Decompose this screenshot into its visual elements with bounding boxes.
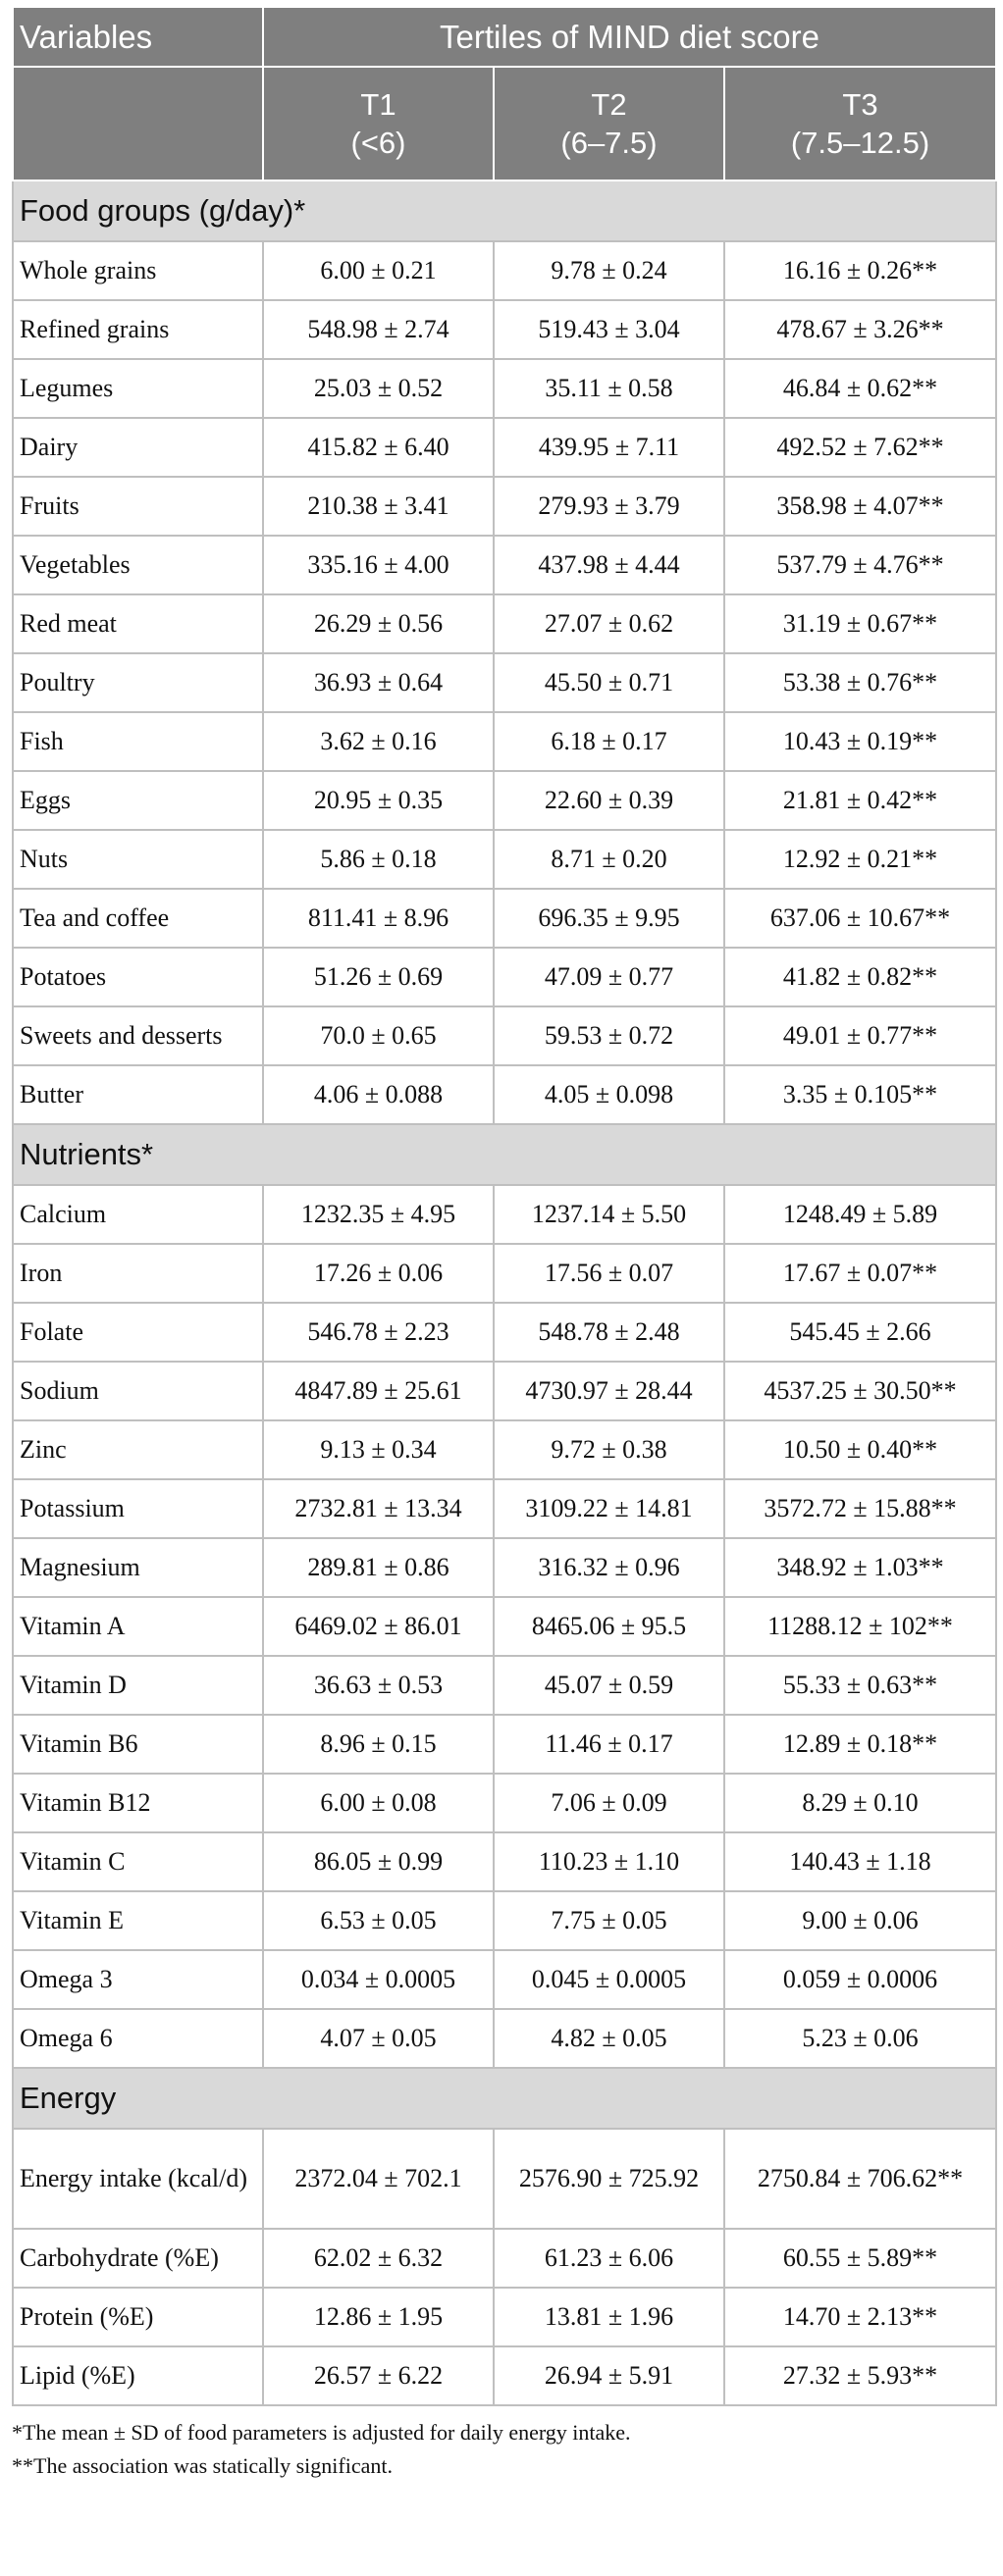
table-row [13, 830, 996, 889]
table-row [13, 2229, 996, 2288]
table-row [13, 1303, 996, 1362]
tertile-t1-header: T1 (<6) [263, 67, 494, 180]
t2-value: 47.09 ± 0.77 [494, 948, 724, 1006]
section-title: Nutrients* [13, 1124, 996, 1185]
table-row [13, 1950, 996, 2009]
t2-value: 8465.06 ± 95.5 [494, 1597, 724, 1656]
t1-value: 8.96 ± 0.15 [263, 1715, 494, 1774]
t3-value: 348.92 ± 1.03** [724, 1538, 996, 1597]
table-container [12, 6, 1003, 2483]
table-row [13, 2288, 996, 2346]
row-label: Legumes [13, 359, 263, 418]
t3-value: 3572.72 ± 15.88** [724, 1479, 996, 1538]
t3-value: 10.50 ± 0.40** [724, 1420, 996, 1479]
t3-value: 478.67 ± 3.26** [724, 300, 996, 359]
row-label: Potassium [13, 1479, 263, 1538]
t1-value: 4.06 ± 0.088 [263, 1065, 494, 1124]
row-label: Potatoes [13, 948, 263, 1006]
section-header-food [13, 180, 996, 241]
t1-value: 811.41 ± 8.96 [263, 889, 494, 948]
table-row [13, 771, 996, 830]
t1-value: 335.16 ± 4.00 [263, 536, 494, 594]
t1-value: 1232.35 ± 4.95 [263, 1185, 494, 1244]
t1-value: 70.0 ± 0.65 [263, 1006, 494, 1065]
t2-value: 4730.97 ± 28.44 [494, 1362, 724, 1420]
row-label: Refined grains [13, 300, 263, 359]
table-row [13, 1244, 996, 1303]
t1-value: 26.57 ± 6.22 [263, 2346, 494, 2405]
t1-value: 17.26 ± 0.06 [263, 1244, 494, 1303]
t1-value: 546.78 ± 2.23 [263, 1303, 494, 1362]
t3-value: 1248.49 ± 5.89 [724, 1185, 996, 1244]
t3-value: 60.55 ± 5.89** [724, 2229, 996, 2288]
t2-value: 61.23 ± 6.06 [494, 2229, 724, 2288]
t3-value: 14.70 ± 2.13** [724, 2288, 996, 2346]
section-header-energy [13, 2068, 996, 2129]
t2-value: 316.32 ± 0.96 [494, 1538, 724, 1597]
t3-value: 0.059 ± 0.0006 [724, 1950, 996, 2009]
t3-value: 4537.25 ± 30.50** [724, 1362, 996, 1420]
t1-value: 2372.04 ± 702.1 [263, 2129, 494, 2229]
row-label: Carbohydrate (%E) [13, 2229, 263, 2288]
t2-value: 548.78 ± 2.48 [494, 1303, 724, 1362]
t1-value: 26.29 ± 0.56 [263, 594, 494, 653]
tertile-t3-header: T3 (7.5–12.5) [724, 67, 996, 180]
row-label: Whole grains [13, 241, 263, 300]
t1-value: 5.86 ± 0.18 [263, 830, 494, 889]
t2-value: 27.07 ± 0.62 [494, 594, 724, 653]
t2-value: 6.18 ± 0.17 [494, 712, 724, 771]
t2-value: 9.72 ± 0.38 [494, 1420, 724, 1479]
t1-value: 4.07 ± 0.05 [263, 2009, 494, 2068]
table-row [13, 1656, 996, 1715]
row-label: Lipid (%E) [13, 2346, 263, 2405]
t3-value: 21.81 ± 0.42** [724, 771, 996, 830]
t1-value: 2732.81 ± 13.34 [263, 1479, 494, 1538]
row-label: Omega 6 [13, 2009, 263, 2068]
table-row [13, 536, 996, 594]
t1-value: 51.26 ± 0.69 [263, 948, 494, 1006]
t3-value: 358.98 ± 4.07** [724, 477, 996, 536]
t1-value: 289.81 ± 0.86 [263, 1538, 494, 1597]
t1-value: 3.62 ± 0.16 [263, 712, 494, 771]
t1-value: 548.98 ± 2.74 [263, 300, 494, 359]
t1-value: 4847.89 ± 25.61 [263, 1362, 494, 1420]
t2-value: 696.35 ± 9.95 [494, 889, 724, 948]
t1-value: 6.00 ± 0.08 [263, 1774, 494, 1832]
table-row [13, 1891, 996, 1950]
table-row [13, 889, 996, 948]
t3-value: 16.16 ± 0.26** [724, 241, 996, 300]
t3-value: 5.23 ± 0.06 [724, 2009, 996, 2068]
table-row [13, 1479, 996, 1538]
t3-value: 49.01 ± 0.77** [724, 1006, 996, 1065]
t1-value: 25.03 ± 0.52 [263, 359, 494, 418]
table-header [13, 7, 996, 180]
t2-value: 4.05 ± 0.098 [494, 1065, 724, 1124]
table-row [13, 2009, 996, 2068]
t3-value: 31.19 ± 0.67** [724, 594, 996, 653]
row-label: Sweets and desserts [13, 1006, 263, 1065]
t1-value: 0.034 ± 0.0005 [263, 1950, 494, 2009]
t1-value: 20.95 ± 0.35 [263, 771, 494, 830]
t2-value: 3109.22 ± 14.81 [494, 1479, 724, 1538]
t1-value: 415.82 ± 6.40 [263, 418, 494, 477]
table-row [13, 948, 996, 1006]
t2-value: 45.50 ± 0.71 [494, 653, 724, 712]
t1-value: 210.38 ± 3.41 [263, 477, 494, 536]
t3-value: 140.43 ± 1.18 [724, 1832, 996, 1891]
t2-value: 8.71 ± 0.20 [494, 830, 724, 889]
t3-value: 12.92 ± 0.21** [724, 830, 996, 889]
row-label: Zinc [13, 1420, 263, 1479]
t2-value: 26.94 ± 5.91 [494, 2346, 724, 2405]
t3-value: 492.52 ± 7.62** [724, 418, 996, 477]
row-label: Omega 3 [13, 1950, 263, 2009]
table-row [13, 1065, 996, 1124]
t3-value: 8.29 ± 0.10 [724, 1774, 996, 1832]
t2-value: 279.93 ± 3.79 [494, 477, 724, 536]
row-label: Vitamin B12 [13, 1774, 263, 1832]
section-title: Food groups (g/day)* [13, 180, 996, 241]
t2-value: 13.81 ± 1.96 [494, 2288, 724, 2346]
row-label: Tea and coffee [13, 889, 263, 948]
t1-value: 6469.02 ± 86.01 [263, 1597, 494, 1656]
t2-value: 439.95 ± 7.11 [494, 418, 724, 477]
t3-value: 11288.12 ± 102** [724, 1597, 996, 1656]
t3-value: 9.00 ± 0.06 [724, 1891, 996, 1950]
t1-value: 9.13 ± 0.34 [263, 1420, 494, 1479]
table-row [13, 1185, 996, 1244]
t1-value: 36.93 ± 0.64 [263, 653, 494, 712]
t3-value: 46.84 ± 0.62** [724, 359, 996, 418]
section-header-nutrients [13, 1124, 996, 1185]
t3-value: 12.89 ± 0.18** [724, 1715, 996, 1774]
t2-value: 22.60 ± 0.39 [494, 771, 724, 830]
table-row [13, 418, 996, 477]
row-label: Fish [13, 712, 263, 771]
table-row [13, 594, 996, 653]
t3-value: 41.82 ± 0.82** [724, 948, 996, 1006]
row-label: Vitamin E [13, 1891, 263, 1950]
row-label: Vitamin B6 [13, 1715, 263, 1774]
t1-value: 6.53 ± 0.05 [263, 1891, 494, 1950]
t3-value: 27.32 ± 5.93** [724, 2346, 996, 2405]
table-row [13, 1006, 996, 1065]
t3-value: 55.33 ± 0.63** [724, 1656, 996, 1715]
t2-value: 1237.14 ± 5.50 [494, 1185, 724, 1244]
t2-value: 110.23 ± 1.10 [494, 1832, 724, 1891]
row-label: Butter [13, 1065, 263, 1124]
table-row [13, 477, 996, 536]
t2-value: 9.78 ± 0.24 [494, 241, 724, 300]
table-row [13, 1362, 996, 1420]
table-row [13, 359, 996, 418]
footnote-adjusted: *The mean ± SD of food parameters is adjusted for daily energy intake. [12, 2420, 631, 2445]
t1-value: 6.00 ± 0.21 [263, 241, 494, 300]
t2-value: 519.43 ± 3.04 [494, 300, 724, 359]
footnotes [12, 2416, 1003, 2483]
t3-value: 53.38 ± 0.76** [724, 653, 996, 712]
t2-value: 35.11 ± 0.58 [494, 359, 724, 418]
table-row [13, 1420, 996, 1479]
row-label: Red meat [13, 594, 263, 653]
row-label: Eggs [13, 771, 263, 830]
row-label: Protein (%E) [13, 2288, 263, 2346]
row-label: Energy intake (kcal/d) [13, 2129, 263, 2229]
row-label: Nuts [13, 830, 263, 889]
t3-value: 2750.84 ± 706.62** [724, 2129, 996, 2229]
row-label: Fruits [13, 477, 263, 536]
footnote-significance: **The association was statically significant. [12, 2453, 393, 2478]
row-label: Iron [13, 1244, 263, 1303]
mind-diet-table [12, 6, 997, 2406]
t2-value: 437.98 ± 4.44 [494, 536, 724, 594]
t2-value: 7.75 ± 0.05 [494, 1891, 724, 1950]
row-label: Sodium [13, 1362, 263, 1420]
t2-value: 17.56 ± 0.07 [494, 1244, 724, 1303]
variables-header-blank [13, 67, 263, 180]
row-label: Vegetables [13, 536, 263, 594]
table-row [13, 241, 996, 300]
table-row [13, 1715, 996, 1774]
t3-value: 545.45 ± 2.66 [724, 1303, 996, 1362]
t2-value: 0.045 ± 0.0005 [494, 1950, 724, 2009]
table-row [13, 1774, 996, 1832]
table-row [13, 1597, 996, 1656]
table-body [13, 180, 996, 2405]
row-label: Folate [13, 1303, 263, 1362]
table-row [13, 712, 996, 771]
t2-value: 45.07 ± 0.59 [494, 1656, 724, 1715]
table-row [13, 653, 996, 712]
row-label: Vitamin D [13, 1656, 263, 1715]
t2-value: 2576.90 ± 725.92 [494, 2129, 724, 2229]
row-label: Vitamin A [13, 1597, 263, 1656]
t3-value: 637.06 ± 10.67** [724, 889, 996, 948]
t2-value: 7.06 ± 0.09 [494, 1774, 724, 1832]
t1-value: 62.02 ± 6.32 [263, 2229, 494, 2288]
row-label: Poultry [13, 653, 263, 712]
t2-value: 59.53 ± 0.72 [494, 1006, 724, 1065]
t3-value: 10.43 ± 0.19** [724, 712, 996, 771]
row-label: Magnesium [13, 1538, 263, 1597]
t2-value: 11.46 ± 0.17 [494, 1715, 724, 1774]
section-title: Energy [13, 2068, 996, 2129]
t1-value: 86.05 ± 0.99 [263, 1832, 494, 1891]
row-label: Dairy [13, 418, 263, 477]
table-row [13, 1538, 996, 1597]
t3-value: 17.67 ± 0.07** [724, 1244, 996, 1303]
t1-value: 36.63 ± 0.53 [263, 1656, 494, 1715]
table-row [13, 2346, 996, 2405]
t2-value: 4.82 ± 0.05 [494, 2009, 724, 2068]
tertiles-group-header: Tertiles of MIND diet score [263, 7, 996, 67]
row-label: Vitamin C [13, 1832, 263, 1891]
table-row [13, 2129, 996, 2229]
t1-value: 12.86 ± 1.95 [263, 2288, 494, 2346]
table-row [13, 300, 996, 359]
t3-value: 3.35 ± 0.105** [724, 1065, 996, 1124]
table-row [13, 1832, 996, 1891]
row-label: Calcium [13, 1185, 263, 1244]
t3-value: 537.79 ± 4.76** [724, 536, 996, 594]
tertile-t2-header: T2 (6–7.5) [494, 67, 724, 180]
variables-header: Variables [13, 7, 263, 67]
